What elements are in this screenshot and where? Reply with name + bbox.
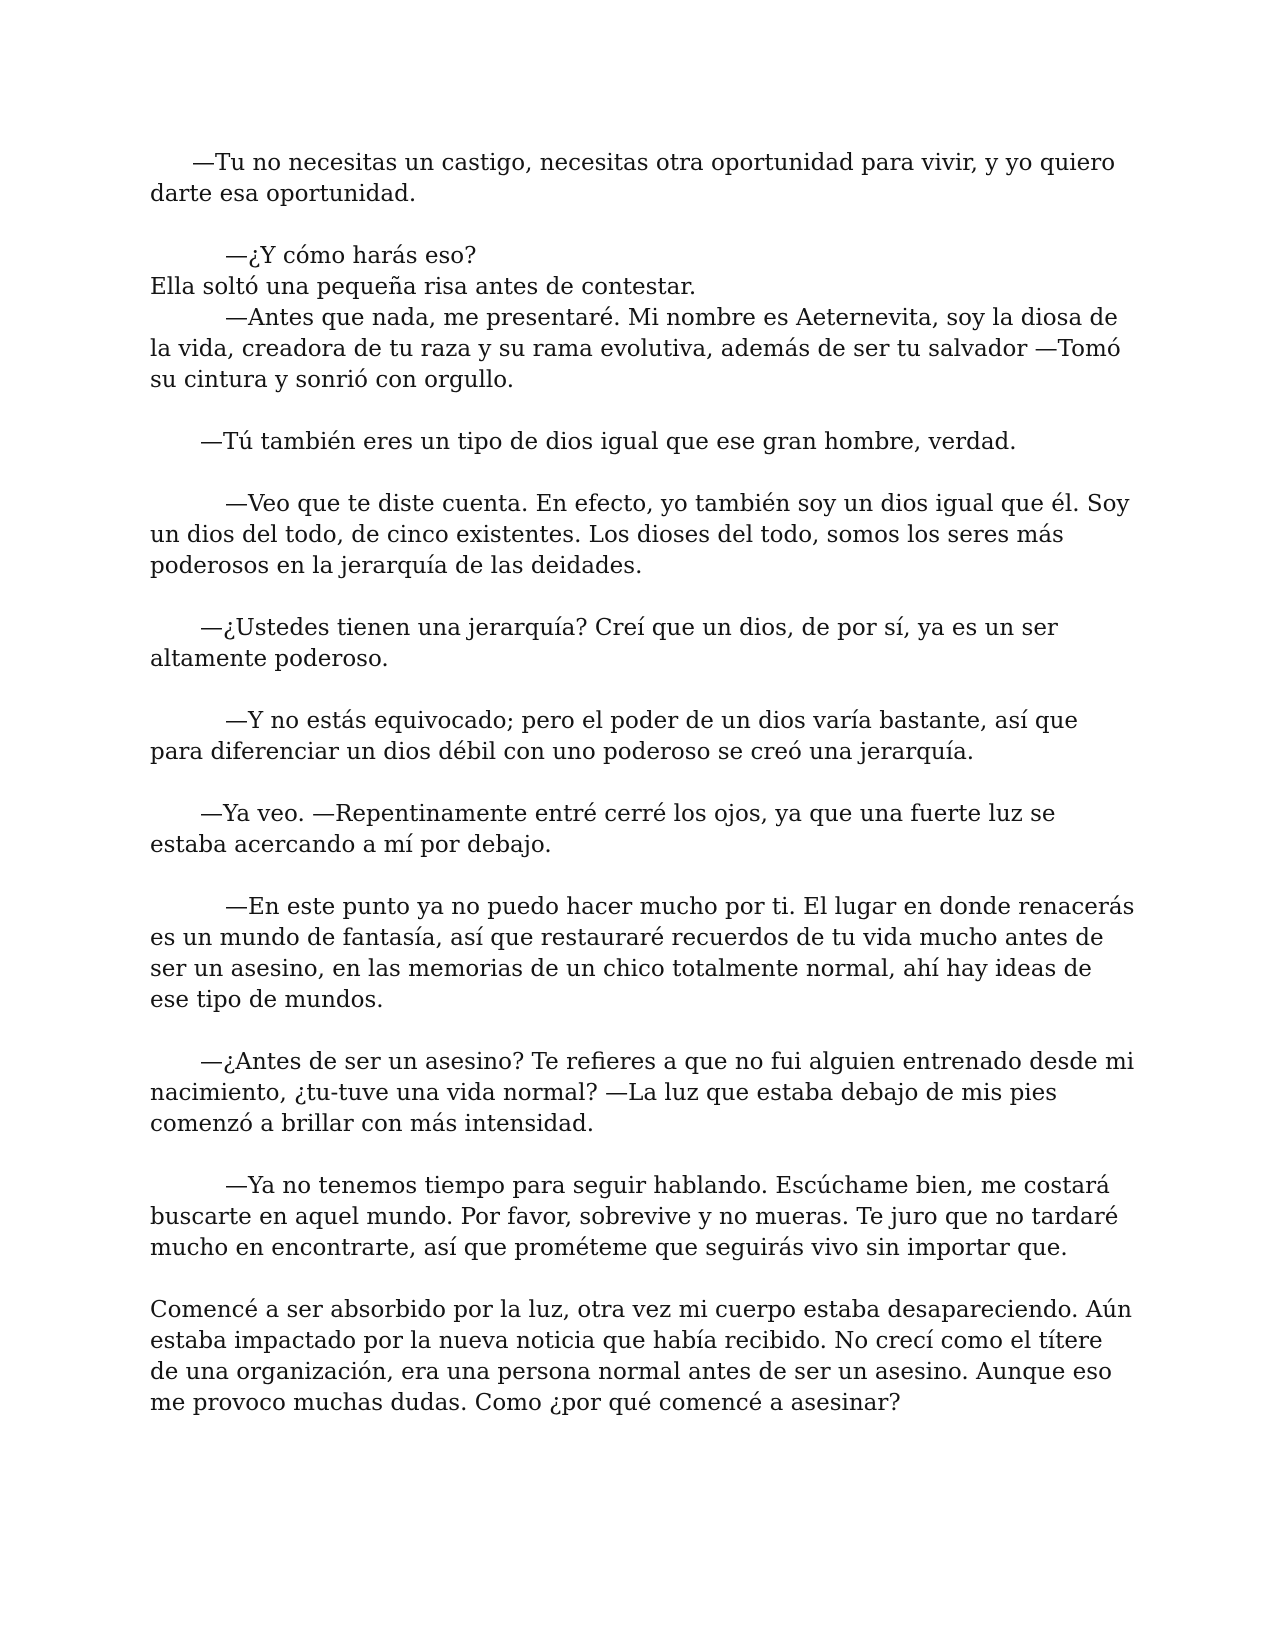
- paragraph-9: —Ya veo. —Repentinamente entré cerré los ojos, ya que una fuerte luz se estaba acercando a mí por debajo.: [150, 801, 1056, 858]
- paragraph-7: —¿Ustedes tienen una jerarquía? Creí que un dios, de por sí, ya es un ser altamente poderoso.: [150, 615, 1058, 672]
- paragraph-gap: [150, 675, 1135, 706]
- paragraph-5: —Tú también eres un tipo de dios igual que ese gran hombre, verdad.: [200, 429, 1017, 455]
- paragraph-gap: [150, 396, 1135, 427]
- paragraph-gap: [150, 458, 1135, 489]
- paragraph-4: —Antes que nada, me presentaré. Mi nombre es Aeternevita, soy la diosa de la vida, creadora de tu raza y su rama evolutiva, además de ser tu salvador —Tomó su cintura y sonrió con orgullo.: [150, 305, 1121, 393]
- paragraph-3: Ella soltó una pequeña risa antes de contestar.: [150, 274, 697, 300]
- paragraph-gap: [150, 1264, 1135, 1295]
- paragraph-8: —Y no estás equivocado; pero el poder de un dios varía bastante, así que para diferenciar un dios débil con uno poderoso se creó una jerarquía.: [150, 708, 1079, 765]
- paragraph-10: —En este punto ya no puedo hacer mucho por ti. El lugar en donde renacerás es un mundo de fantasía, así que restauraré recuerdos de tu vida mucho antes de ser un asesino, en las memorias de un chico totalmente normal, ahí hay ideas de ese tipo de mundos.: [150, 894, 1135, 1013]
- paragraph-gap: [150, 861, 1135, 892]
- paragraph-gap: [150, 582, 1135, 613]
- paragraph-13: Comencé a ser absorbido por la luz, otra vez mi cuerpo estaba desapareciendo. Aún estaba impactado por la nueva noticia que había recibido. No crecí como el títere de una organización, era una persona normal antes de ser un asesino. Aunque eso me provoco muchas dudas. Como ¿por qué comencé a asesinar?: [150, 1297, 1132, 1416]
- paragraph-1: —Tu no necesitas un castigo, necesitas otra oportunidad para vivir, y yo quiero darte esa oportunidad.: [150, 150, 1116, 207]
- paragraph-12: —Ya no tenemos tiempo para seguir hablando. Escúchame bien, me costará buscarte en aquel mundo. Por favor, sobrevive y no mueras. Te juro que no tardaré mucho en encontrarte, así que prométeme que seguirás vivo sin importar que.: [150, 1173, 1119, 1261]
- paragraph-gap: [150, 210, 1135, 241]
- paragraph-gap: [150, 768, 1135, 799]
- paragraph-gap: [150, 1016, 1135, 1047]
- paragraph-2: —¿Y cómo harás eso?: [225, 243, 477, 269]
- paragraph-6: —Veo que te diste cuenta. En efecto, yo también soy un dios igual que él. Soy un dios del todo, de cinco existentes. Los dioses del todo, somos los seres más poderosos en la jerarquía de las deidades.: [150, 491, 1130, 579]
- document-body: [150, 148, 1135, 1419]
- paragraph-11: —¿Antes de ser un asesino? Te refieres a que no fui alguien entrenado desde mi nacimiento, ¿tu-tuve una vida normal? —La luz que estaba debajo de mis pies comenzó a brillar con más intensidad.: [150, 1049, 1135, 1137]
- paragraph-gap: [150, 1140, 1135, 1171]
